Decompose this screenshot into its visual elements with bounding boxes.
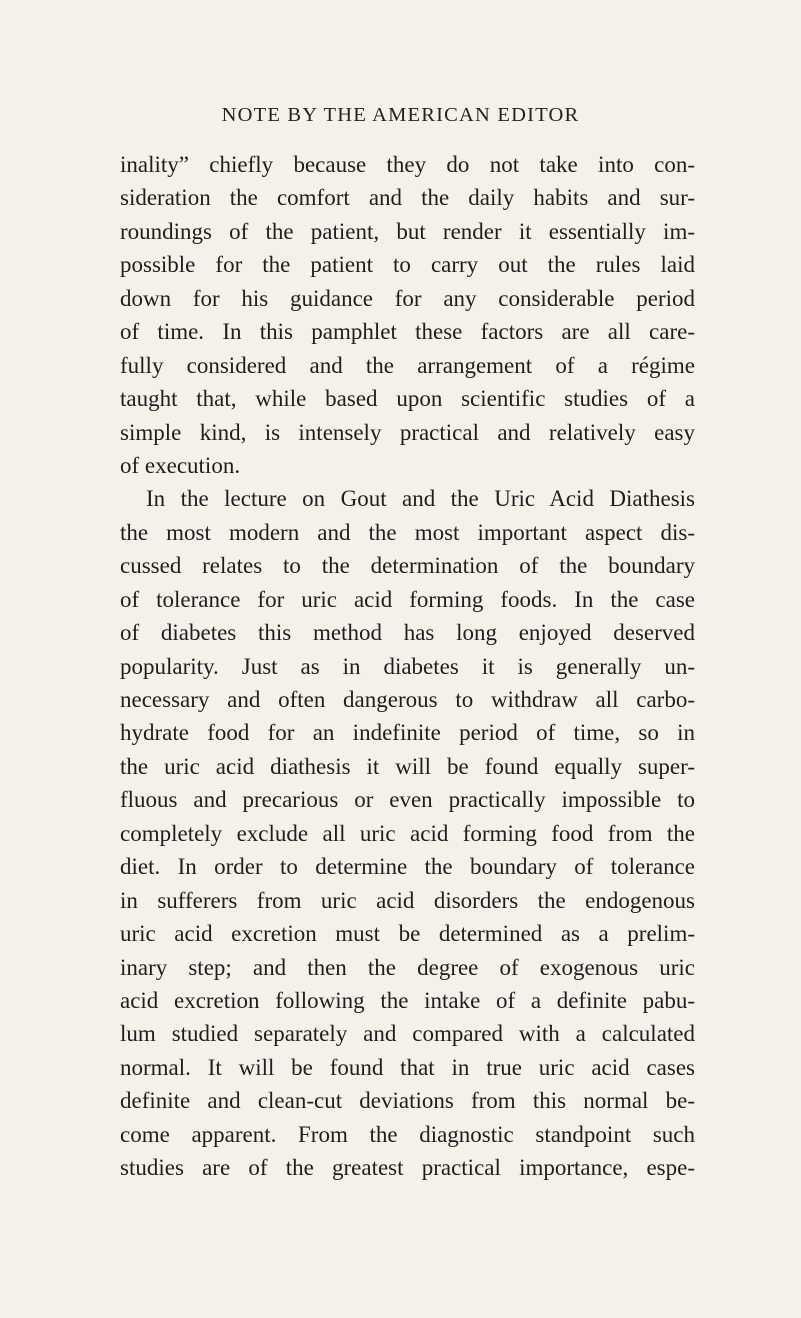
text-line: definite and clean-cut deviations from this normal be- (120, 1088, 695, 1114)
text-line: roundings of the patient, but render it essentially im- (120, 218, 695, 244)
text-line: uric acid excretion must be determined as a prelim- (120, 921, 695, 947)
text-line: acid excretion following the intake of a definite pabu- (120, 987, 695, 1013)
text-line: normal. It will be found that in true uric acid cases (120, 1054, 695, 1080)
text-line: lum studied separately and compared with a calculated (120, 1021, 695, 1047)
paragraph-start-line: In the lecture on Gout and the Uric Acid Diathesis (146, 486, 695, 512)
text-line: sideration the comfort and the daily habits and sur- (120, 185, 695, 211)
text-line: the uric acid diathesis it will be found equally super- (120, 753, 695, 779)
text-line: down for his guidance for any considerable period (120, 285, 695, 311)
text-line: inality” chiefly because they do not take into con- (120, 152, 695, 177)
text-line: fully considered and the arrangement of a régime (120, 352, 695, 378)
text-line: possible for the patient to carry out the rules laid (120, 252, 695, 278)
text-line: of diabetes this method has long enjoyed deserved (120, 620, 695, 646)
text-line: necessary and often dangerous to withdraw all carbo- (120, 687, 695, 712)
text-line: of tolerance for uric acid forming foods. In the case (120, 586, 695, 612)
text-line: of time. In this pamphlet these factors are all care- (120, 319, 695, 345)
text-line: simple kind, is intensely practical and relatively easy (120, 419, 695, 445)
text-line: diet. In order to determine the boundary of tolerance (120, 854, 695, 880)
text-line: the most modern and the most important aspect dis- (120, 519, 695, 545)
text-line: come apparent. From the diagnostic standpoint such (120, 1121, 695, 1147)
text-line: cussed relates to the determination of the boundary (120, 553, 695, 579)
text-line: popularity. Just as in diabetes it is generally un- (120, 653, 695, 679)
text-line: studies are of the greatest practical importance, espe- (120, 1155, 695, 1181)
text-line: taught that, while based upon scientific studies of a (120, 386, 695, 412)
body-text (120, 148, 695, 1185)
paragraph-end-line: of execution. (120, 452, 241, 478)
running-header: NOTE BY THE AMERICAN EDITOR (221, 104, 580, 126)
text-line: inary step; and then the degree of exogenous uric (120, 954, 695, 980)
text-line: hydrate food for an indefinite period of time, so in (120, 720, 695, 746)
text-line: fluous and precarious or even practically impossible to (120, 787, 695, 813)
text-line: completely exclude all uric acid forming food from the (120, 820, 695, 846)
text-line: in sufferers from uric acid disorders the endogenous (120, 887, 695, 913)
